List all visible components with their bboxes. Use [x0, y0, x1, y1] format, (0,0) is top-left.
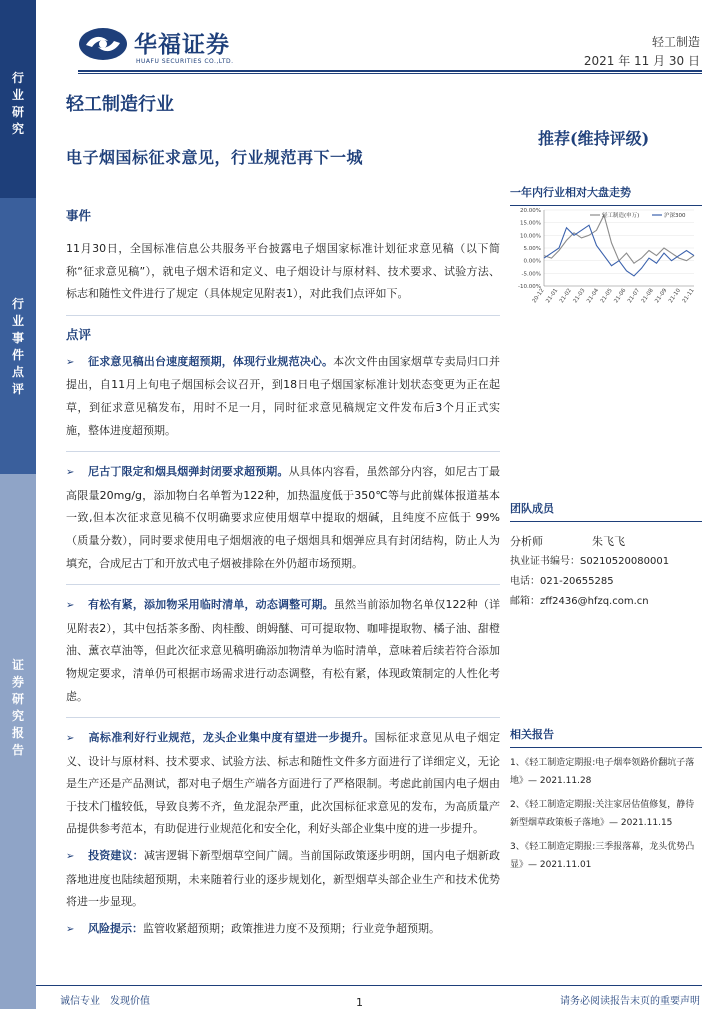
comment-item — [66, 845, 500, 914]
reports-title: 相关报告 — [510, 728, 554, 741]
reports-title-rule — [510, 747, 702, 748]
report-item[interactable]: 3、《轻工制造定期报:三季报落幕，龙头优势凸显》— 2021.11.01 — [510, 842, 695, 870]
header-sector: 轻工制造 — [651, 35, 700, 49]
header-date: 2021 年 11 月 30 日 — [583, 54, 700, 68]
x-tick-label: 21-02 — [558, 287, 573, 305]
comment-item-text: 监管收紧超预期；政策推进力度不及预期；行业竞争超预期。 — [143, 921, 440, 935]
comment-item — [66, 594, 500, 708]
arrow-bullet-icon: ➢ — [66, 600, 75, 612]
comment-item — [66, 918, 500, 942]
arrow-bullet-icon: ➢ — [66, 923, 75, 935]
main-content — [66, 206, 500, 941]
sidebar-report-type: 行业事件点评 — [0, 198, 36, 474]
comment-item — [66, 727, 500, 841]
x-tick-label: 21-05 — [599, 287, 614, 305]
page-number: 1 — [356, 996, 363, 1009]
x-tick-label: 21-07 — [627, 287, 642, 305]
rating-label: 推荐(维持评级) — [538, 129, 650, 148]
bullet-divider — [66, 451, 500, 452]
x-tick-label: 21-09 — [654, 287, 669, 305]
comment-item-text: 虽然当前添加物名单仅122种（详见附表2），其中包括茶多酚、肉桂酸、朗姆醚、可可提取物、咖啡提取物、橘子油、甜橙油、薰衣草油等，但此次征求意见稿明确添加物清单为临时清单，意味着后续若符合添加物规定要求，清单仍可根据市场需求进行动态调整，有松有紧，体现政策制定的人性化考虑。 — [66, 598, 501, 703]
footer-slogan: 诚信专业 发现价值 — [60, 996, 150, 1007]
huafu-logo — [78, 24, 268, 68]
huafu-logo-icon — [78, 27, 128, 61]
comment-item-lead: 征求意见稿出台速度超预期，体现行业规范决心。 — [88, 354, 334, 368]
arrow-bullet-icon: ➢ — [66, 851, 75, 863]
analyst-name: 朱飞飞 — [592, 535, 625, 548]
comment-item — [66, 351, 500, 442]
team-section — [510, 500, 702, 608]
analyst-cert: 执业证书编号：S0210520080001 — [510, 556, 670, 567]
x-tick-label: 21-08 — [640, 287, 655, 305]
logo-text: 华福证券 — [134, 31, 230, 58]
comment-list — [66, 351, 500, 942]
comment-item-lead: 高标准利好行业规范，龙头企业集中度有望进一步提升。 — [88, 731, 375, 745]
report-item[interactable]: 2、《轻工制造定期报:关注家居估值修复，静待新型烟草政策板子落地》— 2021.11.15 — [510, 800, 695, 828]
series-line-2 — [544, 225, 694, 276]
comment-item-lead: 有松有紧，添加物采用临时清单，动态调整可期。 — [88, 598, 334, 612]
arrow-bullet-icon: ➢ — [66, 356, 75, 368]
report-headline: 电子烟国标征求意见，行业规范再下一城 — [66, 148, 364, 167]
comment-item-text: 减害逻辑下新型烟草空间广阔。当前国际政策逐步明朗，国内电子烟新政落地进度也陆续超预期，未来随着行业的逐步规划化，新型烟草头部企业生产和技术优势将进一步显现。 — [66, 849, 500, 909]
analyst-phone: 电话：021-20655285 — [510, 576, 614, 587]
footer-divider — [36, 985, 702, 986]
analyst-row — [510, 536, 702, 548]
related-reports — [510, 726, 702, 874]
arrow-bullet-icon: ➢ — [66, 467, 75, 479]
industry-title: 轻工制造行业 — [66, 94, 174, 115]
comment-item-text: 国标征求意见从电子烟定义、设计与原材料、技术要求、试验方法、标志和随性文件多方面进行了详细定义，无论是生产还是产品测试，都对电子烟生产端各方面进行了严格限制。考虑此前国内电子烟由于技术门槛较低，导致良莠不齐，鱼龙混杂严重，此次国标征求意见的发布，为高质量产品提供参考范本，有助促进行业规范化和安全化，利好头部企业集中度的进一步提升。 — [66, 731, 501, 836]
header-divider-thin — [78, 73, 702, 74]
section-divider — [66, 315, 500, 316]
x-tick-label: 21-06 — [613, 287, 628, 305]
comment-item-text: 从具体内容看，虽然部分内容，如尼古丁最高限量20mg/g，添加物白名单暂为122种，加热温度低于350℃等与此前媒体报道基本一致,但本次征求意见稿不仅明确要求应使用烟草中提取的烟碱，且纯度不应低于 99%（质量分数），同时要求使用电子烟烟液的电子烟烟具和烟弹应具有封闭结构，防止人为填充，合成尼古丁和开放式电子烟被排除在外仍超市场预期。 — [66, 465, 501, 570]
legend-label: 轻工制造(申万) — [602, 213, 640, 219]
chart-svg — [508, 204, 702, 320]
y-tick-label: 20.00% — [520, 208, 541, 214]
y-tick-label: 5.00% — [523, 246, 541, 252]
left-sidebar — [0, 0, 36, 1024]
series-line-1 — [544, 215, 694, 263]
x-tick-label: 21-03 — [572, 287, 587, 305]
sidebar-report-label: 证券研究报告 — [0, 474, 36, 1009]
arrow-bullet-icon: ➢ — [66, 733, 75, 745]
footer-disclaimer: 请务必阅读报告末页的重要声明 — [560, 996, 700, 1007]
comments-title: 点评 — [66, 326, 92, 342]
report-item[interactable]: 1、《轻工制造定期报:电子烟奉领路价翻坑子落地》— 2021.11.28 — [510, 758, 695, 786]
comment-item — [66, 461, 500, 575]
team-title: 团队成员 — [510, 502, 554, 515]
y-tick-label: -5.00% — [521, 271, 541, 278]
comment-item-lead: 风险提示： — [88, 921, 143, 935]
comment-item-lead: 投资建议： — [88, 849, 144, 863]
x-tick-label: 21-10 — [667, 287, 683, 305]
team-title-rule — [510, 521, 702, 522]
bullet-divider — [66, 584, 500, 585]
analyst-label: 分析师 — [510, 535, 543, 548]
bullet-divider — [66, 717, 500, 718]
y-tick-label: 10.00% — [520, 233, 541, 240]
x-tick-label: 21-01 — [545, 287, 560, 305]
event-title: 事件 — [66, 208, 92, 223]
analyst-email[interactable]: 邮箱：zff2436@hfzq.com.cn — [510, 596, 649, 607]
x-tick-label: 20-12 — [531, 287, 546, 305]
y-tick-label: 0.00% — [523, 258, 541, 265]
chart-header — [510, 184, 702, 206]
y-tick-label: 15.00% — [520, 220, 541, 227]
relative-performance-chart — [508, 204, 702, 320]
event-text: 11月30日，全国标准信息公共服务平台披露电子烟国家标准计划征求意见稿（以下简称“征求意见稿”），就电子烟术语和定义、电子烟设计与原材料、技术要求、试验方法、标志和随性文件进行了规定（具体规定见附表1），对此我们点评如下。 — [66, 242, 500, 301]
legend-label: 沪深300 — [664, 213, 686, 219]
comment-item-text: 本次文件由国家烟草专卖局归口并提出，自11月上旬电子烟国标会议召开，到18日电子烟国家标准计划状态变更为正在起草，到征求意见稿发布，用时不足一月，同时征求意见稿规定文件发布后3个月正式实施，整体进度超预期。 — [66, 354, 501, 437]
y-tick-label: -10.00% — [518, 284, 541, 290]
comment-item-lead: 尼古丁限定和烟具烟弹封闭要求超预期。 — [88, 465, 289, 479]
chart-title: 一年内行业相对大盘走势 — [510, 186, 631, 199]
sidebar-category: 行业研究 — [0, 0, 36, 198]
x-tick-label: 21-11 — [681, 287, 696, 305]
x-tick-label: 21-04 — [586, 287, 601, 305]
logo-english: HUAFU SECURITIES CO.,LTD. — [136, 58, 234, 65]
header-divider — [78, 70, 702, 72]
